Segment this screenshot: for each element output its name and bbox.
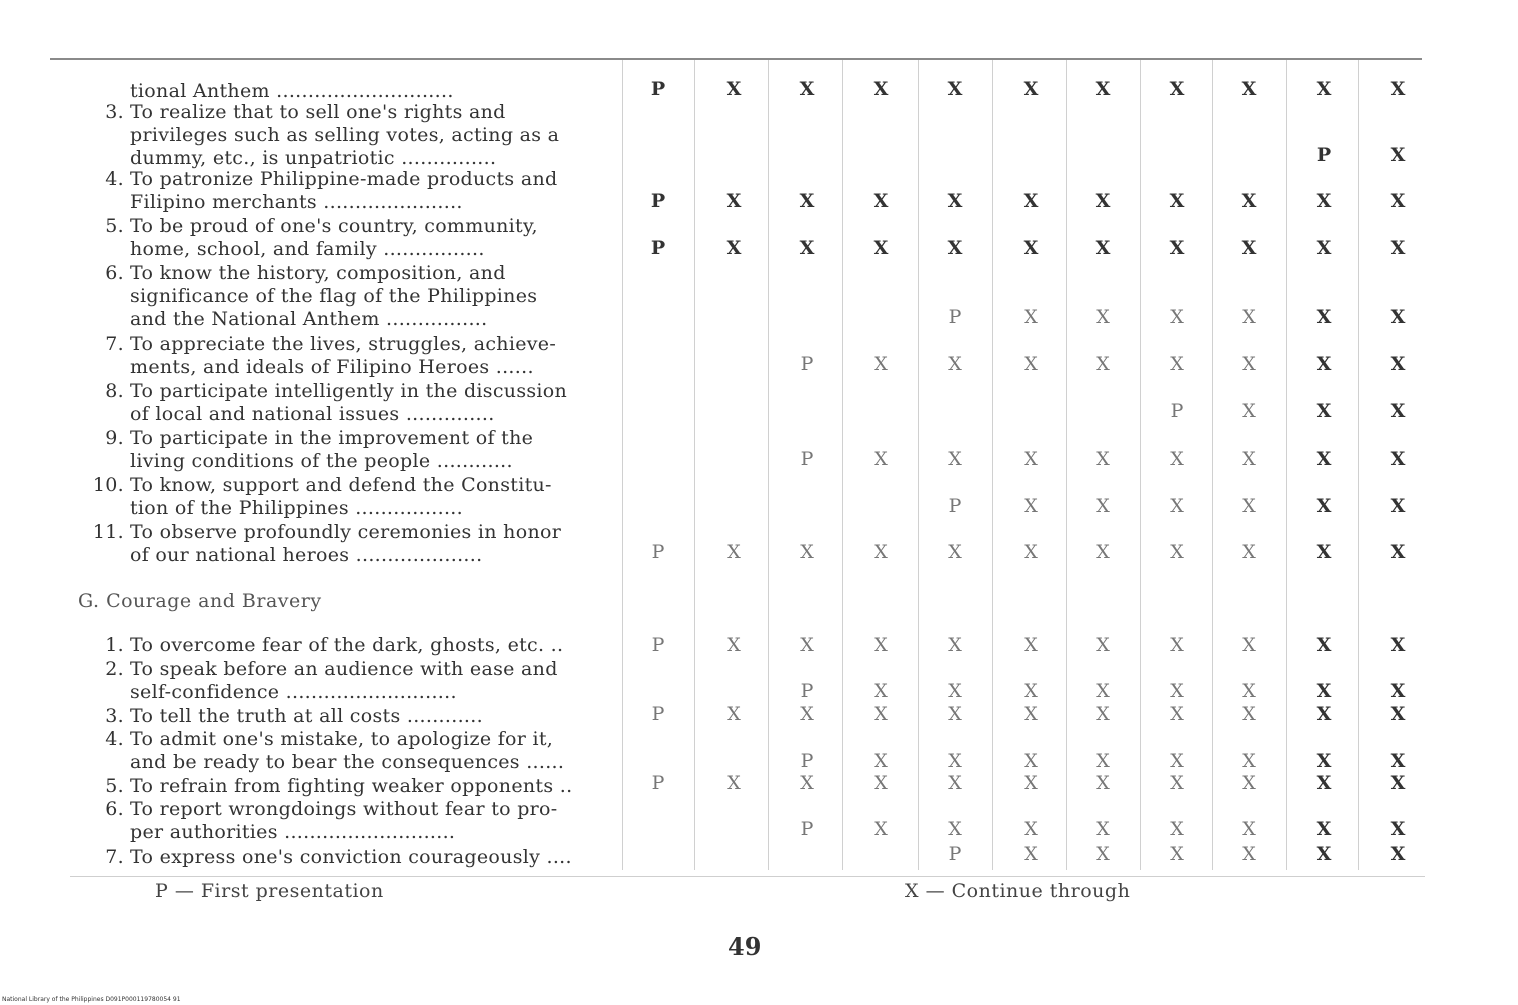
mark-continue-through: X — [1170, 448, 1184, 470]
mark-continue-through: X — [1390, 78, 1406, 100]
objective-text: To admit one's mistake, to apologize for it, — [130, 728, 554, 750]
objective-text: To be proud of one's country, community, — [130, 215, 538, 237]
mark-continue-through: X — [1242, 448, 1256, 470]
objective-text: To know, support and defend the Constitu- — [130, 474, 552, 496]
objective-text: To report wrongdoings without fear to pro- — [130, 798, 558, 820]
objective-line: privileges such as selling votes, acting as a — [130, 124, 560, 146]
mark-continue-through: X — [1316, 306, 1332, 328]
objective-line: living conditions of the people ............ — [130, 450, 513, 472]
mark-first-presentation: P — [651, 541, 665, 563]
mark-continue-through: X — [1242, 353, 1256, 375]
mark-continue-through: X — [1242, 772, 1256, 794]
objective-item — [78, 380, 608, 426]
mark-continue-through: X — [1390, 634, 1406, 656]
objective-line — [78, 215, 608, 238]
mark-continue-through: X — [1170, 495, 1184, 517]
mark-continue-through: X — [1170, 703, 1184, 725]
column-divider — [1066, 60, 1067, 870]
mark-continue-through: X — [948, 634, 962, 656]
mark-continue-through: X — [1169, 237, 1185, 259]
mark-continue-through: X — [800, 772, 814, 794]
objective-line — [78, 333, 608, 356]
objective-item — [78, 427, 608, 473]
mark-continue-through: X — [1095, 190, 1111, 212]
mark-continue-through: X — [948, 818, 962, 840]
objective-item — [78, 658, 608, 704]
objective-line: dummy, etc., is unpatriotic ............... — [130, 147, 497, 169]
objective-line — [78, 846, 608, 869]
column-divider — [842, 60, 843, 870]
objective-number: 3. — [105, 705, 124, 727]
mark-first-presentation: P — [800, 818, 814, 840]
mark-continue-through: X — [1095, 237, 1111, 259]
mark-continue-through: X — [1390, 703, 1406, 725]
objective-item — [78, 798, 608, 844]
column-divider — [1140, 60, 1141, 870]
mark-continue-through: X — [1241, 190, 1257, 212]
mark-continue-through: X — [1390, 448, 1406, 470]
mark-continue-through: X — [1390, 843, 1406, 865]
mark-continue-through: X — [948, 772, 962, 794]
mark-continue-through: X — [1242, 818, 1256, 840]
mark-continue-through: X — [1169, 190, 1185, 212]
mark-continue-through: X — [1096, 495, 1110, 517]
mark-continue-through: X — [1390, 772, 1406, 794]
mark-continue-through: X — [1316, 495, 1332, 517]
column-divider — [992, 60, 993, 870]
mark-continue-through: X — [1096, 634, 1110, 656]
column-divider — [1286, 60, 1287, 870]
mark-first-presentation: P — [800, 750, 814, 772]
column-divider — [918, 60, 919, 870]
mark-first-presentation: P — [650, 190, 666, 212]
mark-continue-through: X — [1316, 680, 1332, 702]
objective-line — [78, 728, 608, 751]
objective-line — [78, 474, 608, 497]
mark-continue-through: X — [800, 634, 814, 656]
table-top-rule — [50, 58, 1422, 60]
mark-first-presentation: P — [800, 680, 814, 702]
mark-continue-through: X — [1095, 78, 1111, 100]
objective-number: 7. — [105, 846, 124, 868]
column-divider — [768, 60, 769, 870]
column-divider — [1212, 60, 1213, 870]
mark-continue-through: X — [1242, 680, 1256, 702]
mark-continue-through: X — [1390, 353, 1406, 375]
mark-continue-through: X — [1241, 78, 1257, 100]
mark-continue-through: X — [726, 78, 742, 100]
objective-line — [78, 798, 608, 821]
objective-number: 4. — [105, 168, 124, 190]
mark-continue-through: X — [1390, 680, 1406, 702]
objective-number: 6. — [105, 262, 124, 284]
mark-continue-through: X — [1096, 703, 1110, 725]
mark-continue-through: X — [1024, 541, 1038, 563]
mark-continue-through: X — [874, 818, 888, 840]
mark-first-presentation: P — [948, 306, 962, 328]
objective-line: ments, and ideals of Filipino Heroes ...... — [130, 356, 534, 378]
mark-continue-through: X — [948, 448, 962, 470]
mark-first-presentation: P — [651, 703, 665, 725]
objective-item — [78, 80, 608, 103]
objective-text: To appreciate the lives, struggles, achieve- — [130, 333, 557, 355]
objective-number: 2. — [105, 658, 124, 680]
objective-line — [78, 634, 608, 657]
mark-continue-through: X — [1024, 750, 1038, 772]
mark-continue-through: X — [1170, 818, 1184, 840]
objective-item — [78, 705, 608, 728]
objective-line — [78, 705, 608, 728]
mark-continue-through: X — [1316, 750, 1332, 772]
mark-continue-through: X — [1390, 237, 1406, 259]
mark-continue-through: X — [800, 541, 814, 563]
mark-continue-through: X — [874, 750, 888, 772]
mark-continue-through: X — [1096, 306, 1110, 328]
mark-continue-through: X — [727, 541, 741, 563]
mark-first-presentation: P — [800, 353, 814, 375]
objective-text: To tell the truth at all costs ............ — [130, 705, 483, 727]
column-divider — [694, 60, 695, 870]
mark-continue-through: X — [1170, 750, 1184, 772]
objective-number: 6. — [105, 798, 124, 820]
mark-continue-through: X — [1390, 750, 1406, 772]
objective-text: To participate intelligently in the discussion — [130, 380, 568, 402]
objective-line: self-confidence ........................... — [130, 681, 457, 703]
mark-continue-through: X — [1316, 634, 1332, 656]
objective-text: To patronize Philippine-made products and — [130, 168, 558, 190]
mark-continue-through: X — [1242, 703, 1256, 725]
mark-continue-through: X — [800, 703, 814, 725]
mark-continue-through: X — [1316, 78, 1332, 100]
mark-continue-through: X — [727, 703, 741, 725]
mark-continue-through: X — [1242, 634, 1256, 656]
objective-text: To realize that to sell one's rights and — [130, 101, 506, 123]
mark-continue-through: X — [1169, 78, 1185, 100]
objective-text: To participate in the improvement of the — [130, 427, 534, 449]
mark-continue-through: X — [1390, 190, 1406, 212]
mark-continue-through: X — [1390, 144, 1406, 166]
mark-first-presentation: P — [1170, 400, 1184, 422]
objective-item — [78, 101, 608, 170]
mark-continue-through: X — [1316, 818, 1332, 840]
mark-continue-through: X — [1024, 703, 1038, 725]
mark-continue-through: X — [1390, 495, 1406, 517]
objective-number: 7. — [105, 333, 124, 355]
objective-number: 10. — [92, 474, 124, 496]
mark-continue-through: X — [1096, 541, 1110, 563]
mark-continue-through: X — [799, 237, 815, 259]
objective-number: 5. — [105, 775, 124, 797]
mark-continue-through: X — [1170, 843, 1184, 865]
mark-continue-through: X — [1242, 495, 1256, 517]
legend-first-presentation: P — First presentation — [155, 880, 384, 902]
objective-text: To overcome fear of the dark, ghosts, etc. .. — [130, 634, 564, 656]
objective-line — [78, 168, 608, 191]
objective-item — [78, 728, 608, 774]
mark-continue-through: X — [1096, 750, 1110, 772]
objective-number: 4. — [105, 728, 124, 750]
section-heading: G. Courage and Bravery — [78, 590, 322, 612]
mark-continue-through: X — [1170, 634, 1184, 656]
mark-continue-through: X — [948, 750, 962, 772]
objective-item — [78, 262, 608, 331]
table-bottom-rule — [70, 876, 1425, 877]
objective-line: tional Anthem ............................ — [130, 80, 454, 102]
mark-first-presentation: P — [650, 78, 666, 100]
mark-continue-through: X — [1096, 818, 1110, 840]
column-divider — [622, 60, 623, 870]
mark-continue-through: X — [1241, 237, 1257, 259]
mark-first-presentation: P — [948, 843, 962, 865]
objective-line: of local and national issues .............. — [130, 403, 495, 425]
objective-line: and the National Anthem ................ — [130, 308, 488, 330]
mark-continue-through: X — [1170, 541, 1184, 563]
objective-item — [78, 775, 608, 798]
mark-continue-through: X — [1023, 237, 1039, 259]
objective-item — [78, 215, 608, 261]
objective-line — [78, 427, 608, 450]
column-divider — [1358, 60, 1359, 870]
mark-continue-through: X — [948, 541, 962, 563]
objective-line — [78, 262, 608, 285]
objective-line — [78, 775, 608, 798]
mark-continue-through: X — [1390, 818, 1406, 840]
mark-first-presentation: P — [650, 237, 666, 259]
objective-line — [78, 658, 608, 681]
mark-continue-through: X — [947, 78, 963, 100]
mark-continue-through: X — [1024, 634, 1038, 656]
mark-continue-through: X — [1242, 541, 1256, 563]
mark-continue-through: X — [1024, 818, 1038, 840]
mark-continue-through: X — [799, 190, 815, 212]
mark-continue-through: X — [1023, 190, 1039, 212]
objective-item — [78, 168, 608, 214]
mark-continue-through: X — [1024, 495, 1038, 517]
objective-text: To know the history, composition, and — [130, 262, 506, 284]
objective-line: tion of the Philippines ................. — [130, 497, 463, 519]
footer-credit: National Library of the Philippines D091P000119780054 91 — [2, 996, 181, 1003]
mark-continue-through: X — [1024, 843, 1038, 865]
mark-continue-through: X — [1316, 541, 1332, 563]
mark-first-presentation: P — [1316, 144, 1332, 166]
mark-continue-through: X — [874, 772, 888, 794]
objective-line: of our national heroes .................... — [130, 544, 483, 566]
mark-continue-through: X — [1170, 680, 1184, 702]
mark-continue-through: X — [873, 190, 889, 212]
mark-continue-through: X — [1390, 306, 1406, 328]
mark-continue-through: X — [947, 237, 963, 259]
objective-line: and be ready to bear the consequences ...... — [130, 751, 565, 773]
mark-continue-through: X — [726, 190, 742, 212]
mark-continue-through: X — [727, 772, 741, 794]
objective-number: 11. — [92, 521, 124, 543]
mark-continue-through: X — [1024, 680, 1038, 702]
objective-item — [78, 474, 608, 520]
mark-continue-through: X — [799, 78, 815, 100]
mark-continue-through: X — [1316, 703, 1332, 725]
mark-continue-through: X — [1096, 448, 1110, 470]
mark-continue-through: X — [1242, 750, 1256, 772]
objective-line — [78, 101, 608, 124]
objective-text: To express one's conviction courageously .... — [130, 846, 572, 868]
mark-continue-through: X — [1316, 772, 1332, 794]
mark-continue-through: X — [1316, 353, 1332, 375]
page-number: 49 — [728, 932, 762, 961]
objective-line — [78, 521, 608, 544]
mark-continue-through: X — [948, 353, 962, 375]
mark-continue-through: X — [1242, 843, 1256, 865]
mark-continue-through: X — [1170, 306, 1184, 328]
mark-continue-through: X — [1024, 772, 1038, 794]
legend-continue-through: X — Continue through — [905, 880, 1131, 902]
mark-continue-through: X — [1096, 772, 1110, 794]
mark-continue-through: X — [1024, 353, 1038, 375]
mark-first-presentation: P — [651, 772, 665, 794]
objective-line: Filipino merchants ...................... — [130, 191, 463, 213]
objective-number: 9. — [105, 427, 124, 449]
objective-number: 1. — [105, 634, 124, 656]
mark-continue-through: X — [947, 190, 963, 212]
mark-continue-through: X — [1242, 400, 1256, 422]
objective-number: 8. — [105, 380, 124, 402]
mark-continue-through: X — [873, 237, 889, 259]
objective-item — [78, 521, 608, 567]
mark-continue-through: X — [874, 353, 888, 375]
mark-continue-through: X — [1316, 448, 1332, 470]
mark-continue-through: X — [1096, 353, 1110, 375]
mark-continue-through: X — [948, 703, 962, 725]
mark-continue-through: X — [1242, 306, 1256, 328]
mark-continue-through: X — [1170, 353, 1184, 375]
objective-number: 3. — [105, 101, 124, 123]
objective-line: significance of the flag of the Philippines — [130, 285, 538, 307]
mark-first-presentation: P — [651, 634, 665, 656]
objective-line: per authorities ........................... — [130, 821, 456, 843]
objective-item — [78, 333, 608, 379]
mark-continue-through: X — [1316, 843, 1332, 865]
mark-continue-through: X — [1024, 306, 1038, 328]
mark-first-presentation: P — [948, 495, 962, 517]
mark-continue-through: X — [874, 680, 888, 702]
mark-continue-through: X — [1390, 541, 1406, 563]
mark-continue-through: X — [1023, 78, 1039, 100]
mark-continue-through: X — [948, 680, 962, 702]
mark-continue-through: X — [874, 448, 888, 470]
objective-text: To observe profoundly ceremonies in honor — [130, 521, 562, 543]
objective-text: To refrain from fighting weaker opponents .. — [130, 775, 573, 797]
mark-continue-through: X — [1316, 190, 1332, 212]
mark-continue-through: X — [1024, 448, 1038, 470]
mark-continue-through: X — [1316, 237, 1332, 259]
mark-continue-through: X — [1316, 400, 1332, 422]
mark-continue-through: X — [874, 634, 888, 656]
mark-continue-through: X — [1096, 843, 1110, 865]
mark-continue-through: X — [874, 703, 888, 725]
mark-continue-through: X — [727, 634, 741, 656]
mark-continue-through: X — [873, 78, 889, 100]
objective-item — [78, 634, 608, 657]
objective-number: 5. — [105, 215, 124, 237]
objective-line: home, school, and family ................ — [130, 238, 485, 260]
objective-text: To speak before an audience with ease and — [130, 658, 558, 680]
mark-continue-through: X — [1096, 680, 1110, 702]
objective-line — [78, 380, 608, 403]
mark-continue-through: X — [874, 541, 888, 563]
objective-item — [78, 846, 608, 869]
mark-first-presentation: P — [800, 448, 814, 470]
mark-continue-through: X — [1390, 400, 1406, 422]
mark-continue-through: X — [1170, 772, 1184, 794]
mark-continue-through: X — [726, 237, 742, 259]
